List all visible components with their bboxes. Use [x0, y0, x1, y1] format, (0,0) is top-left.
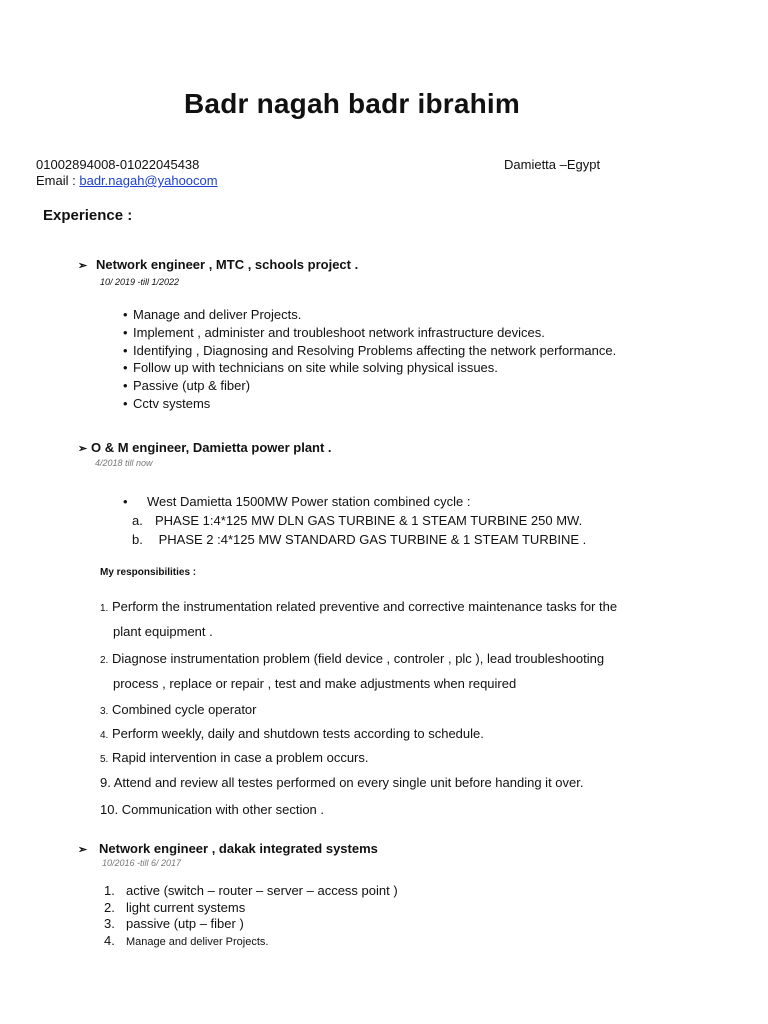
bullet-dot-icon: • [123, 342, 128, 358]
bullet-dot-icon: • [123, 307, 128, 322]
list-item: • Implement , administer and troubleshoot network infrastructure devices. [123, 324, 545, 340]
job-date-2: 4/2018 till now [95, 458, 153, 468]
bullet-dot-icon: • [123, 395, 128, 411]
responsibility-item: 1. Perform the instrumentation related preventive and corrective maintenance tasks for the plant equipment . [100, 599, 618, 639]
phase-marker: b. [132, 532, 143, 547]
experience-heading: Experience : [43, 207, 133, 224]
phase-text: PHASE 1:4*125 MW DLN GAS TURBINE & 1 STEAM TURBINE 250 MW. [155, 513, 583, 528]
list-item: • Cctv systems [123, 395, 211, 411]
responsibilities-heading: My responsibilities : [100, 567, 197, 578]
list-item: 3. passive (utp – fiber ) [104, 916, 244, 931]
list-item: 2. light current systems [104, 899, 246, 915]
arrow-bullet-icon: ➢ [78, 260, 88, 272]
job-title-text: Network engineer , MTC , schools project . [96, 257, 359, 272]
phone-numbers: 01002894008-01022045438 [36, 157, 200, 172]
list-item: • Identifying , Diagnosing and Resolving Problems affecting the network performance. [123, 342, 617, 358]
phase-item-b [132, 530, 586, 549]
bullet-dot-icon: • [123, 324, 128, 340]
location: Damietta –Egypt [504, 157, 601, 172]
responsibility-item: 9. Attend and review all testes performed on every single unit before handing it over. [100, 775, 584, 790]
job-date-1: 10/ 2019 -till 1/2022 [100, 277, 180, 287]
responsibility-item: 10. Communication with other section . [100, 802, 325, 817]
email-link[interactable]: badr.nagah@yahoocom [79, 173, 218, 188]
job-title-3 [78, 841, 378, 856]
job-title-text: Network engineer , dakak integrated systems [99, 841, 378, 856]
phase-marker: a. [132, 513, 143, 528]
responsibility-item: 4. Perform weekly, daily and shutdown tests according to schedule. [100, 726, 484, 741]
bullet-dot-icon: • [123, 494, 128, 509]
page-title: Badr nagah badr ibrahim [184, 88, 520, 119]
job3-items-list [104, 883, 398, 950]
phase-item-a [132, 511, 582, 530]
responsibility-item: 2. Diagnose instrumentation problem (field device , controler , plc ), lead troubleshooting process , replace or repair , test and make adjustments when required [100, 651, 605, 691]
list-item: • Passive (utp & fiber) [123, 378, 251, 394]
station-text: West Damietta 1500MW Power station combined cycle : [147, 494, 471, 509]
email-label: Email : [36, 173, 76, 188]
list-item: 1. active (switch – router – server – access point ) [104, 883, 398, 898]
job-title-1 [78, 257, 358, 272]
job-date-3: 10/2016 -till 6/ 2017 [102, 858, 182, 868]
station-line [123, 492, 470, 511]
phase-text: PHASE 2 :4*125 MW STANDARD GAS TURBINE & 1 STEAM TURBINE . [155, 532, 587, 547]
email-line [36, 173, 218, 189]
job-title-text: O & M engineer, Damietta power plant . [91, 440, 332, 455]
arrow-bullet-icon: ➢ [78, 443, 88, 455]
list-item: • Follow up with technicians on site while solving physical issues. [123, 360, 498, 376]
bullet-dot-icon: • [123, 360, 128, 376]
bullet-dot-icon: • [123, 378, 128, 394]
responsibility-item: 3. Combined cycle operator [100, 702, 257, 717]
list-item: • Manage and deliver Projects. [123, 307, 302, 322]
job-title-2 [78, 440, 332, 455]
job1-duties-list [123, 306, 616, 413]
responsibility-item: 5. Rapid intervention in case a problem occurs. [100, 750, 369, 765]
list-item: 4. Manage and deliver Projects. [104, 932, 269, 948]
arrow-bullet-icon: ➢ [78, 844, 88, 856]
